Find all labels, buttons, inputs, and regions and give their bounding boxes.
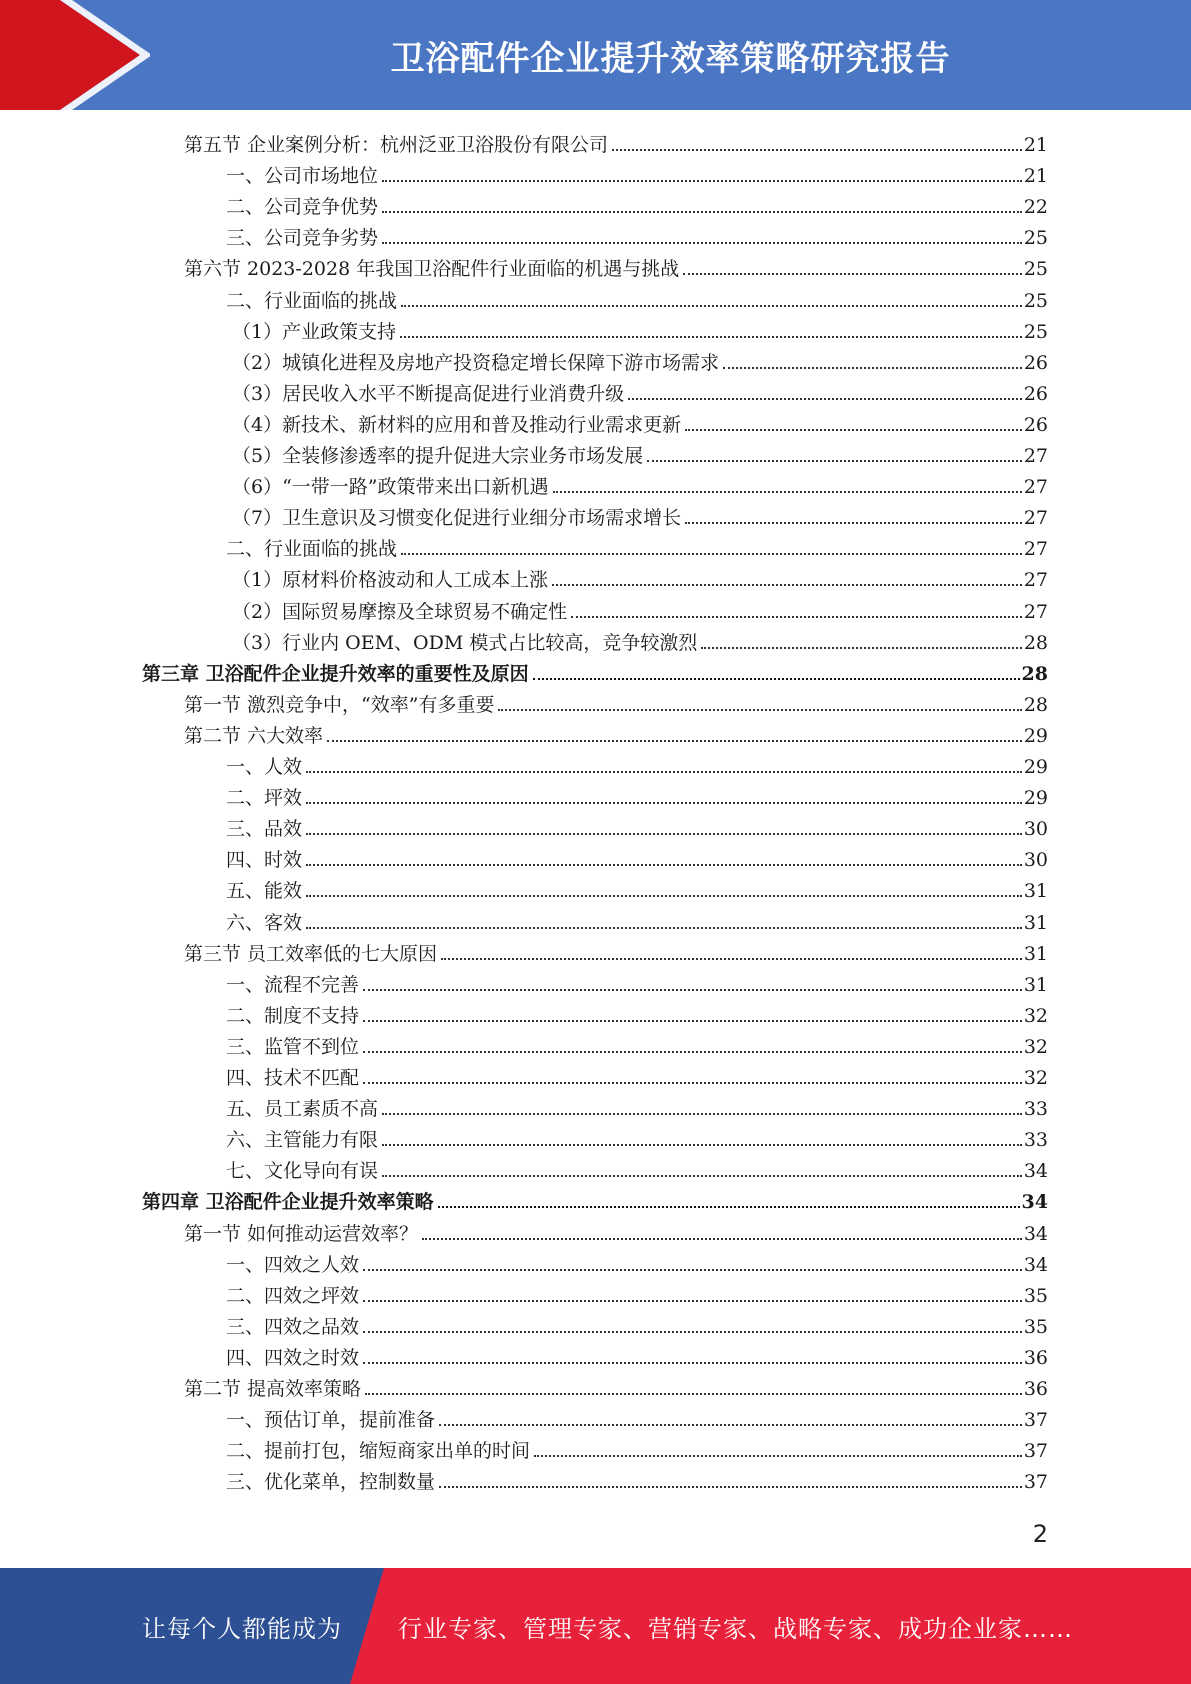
toc-dot-leader	[382, 1175, 1022, 1177]
toc-dot-leader	[363, 1362, 1022, 1364]
toc-entry[interactable]	[226, 997, 1048, 1028]
page-number: 2	[1032, 1520, 1048, 1548]
toc-entry-label: 五、能效	[226, 880, 303, 903]
toc-entry[interactable]	[226, 1432, 1048, 1463]
toc-dot-leader	[306, 895, 1022, 897]
toc-entry-label: 二、制度不支持	[226, 1004, 360, 1027]
toc-dot-leader	[306, 802, 1022, 804]
toc-entry-label: 第二节 提高效率策略	[184, 1378, 362, 1400]
toc-dot-leader	[422, 1238, 1022, 1240]
toc-entry[interactable]	[226, 1152, 1048, 1183]
toc-entry-page: 27	[1023, 476, 1048, 499]
toc-entry-page: 36	[1023, 1346, 1048, 1369]
toc-entry-label: 六、主管能力有限	[226, 1129, 379, 1152]
toc-entry-label: （7）卫生意识及习惯变化促进行业细分市场需求增长	[232, 507, 682, 530]
toc-entry-page: 26	[1023, 351, 1048, 374]
toc-entry-label: 一、预估订单，提前准备	[226, 1409, 436, 1432]
toc-entry-page: 32	[1023, 1004, 1048, 1027]
toc-entry-label: （6）“一带一路”政策带来出口新机遇	[232, 476, 549, 499]
toc-dot-leader	[723, 367, 1022, 369]
toc-entry-label: 四、技术不匹配	[226, 1067, 360, 1089]
toc-dot-leader	[647, 460, 1022, 462]
toc-entry[interactable]	[226, 841, 1048, 872]
toc-entry[interactable]	[226, 1308, 1048, 1339]
toc-dot-leader	[685, 522, 1022, 524]
toc-dot-leader	[438, 1206, 1020, 1208]
toc-entry-page: 27	[1023, 538, 1048, 561]
toc-chapter-entry[interactable]	[142, 1183, 1048, 1214]
toc-entry-label: 二、四效之坪效	[226, 1284, 360, 1307]
toc-entry-page: 25	[1023, 289, 1048, 312]
toc-entry-label: 第三节 员工效率低的七大原因	[184, 942, 438, 965]
toc-dot-leader	[382, 1113, 1022, 1115]
toc-entry-label: 一、公司市场地位	[226, 165, 379, 188]
toc-entry[interactable]	[232, 313, 1048, 344]
toc-entry[interactable]	[226, 810, 1048, 841]
toc-entry-label: 三、四效之品效	[226, 1315, 360, 1338]
toc-entry-page: 21	[1023, 134, 1048, 156]
toc-entry-page: 31	[1023, 973, 1048, 996]
toc-dot-leader	[306, 927, 1022, 929]
toc-dot-leader	[363, 1331, 1022, 1333]
toc-dot-leader	[401, 553, 1022, 555]
toc-dot-leader	[612, 149, 1022, 151]
toc-dot-leader	[306, 771, 1022, 773]
toc-entry-label: 三、品效	[226, 818, 303, 841]
toc-entry[interactable]	[226, 1277, 1048, 1308]
toc-entry-page: 31	[1023, 911, 1048, 934]
toc-entry-page: 37	[1023, 1471, 1048, 1494]
toc-dot-leader	[306, 833, 1022, 835]
toc-entry-page: 27	[1023, 445, 1048, 467]
toc-entry-page: 28	[1021, 662, 1048, 685]
toc-entry-label: 二、行业面临的挑战	[226, 538, 398, 561]
toc-dot-leader	[441, 958, 1022, 960]
toc-entry-page: 34	[1023, 1160, 1048, 1183]
footer-slogan-right: 行业专家、管理专家、营销专家、战略专家、成功企业家……	[398, 1614, 1073, 1643]
toc-entry-label: 二、行业面临的挑战	[226, 289, 398, 312]
toc-entry-page: 34	[1023, 1253, 1048, 1276]
toc-entry-page: 33	[1023, 1129, 1048, 1152]
toc-dot-leader	[382, 1144, 1022, 1146]
toc-entry-label: 第一节 激烈竞争中，“效率”有多重要	[184, 693, 495, 716]
toc-dot-leader	[363, 989, 1022, 991]
toc-dot-leader	[306, 864, 1022, 866]
toc-entry-page: 37	[1023, 1440, 1048, 1463]
toc-dot-leader	[498, 709, 1021, 711]
toc-entry[interactable]	[184, 686, 1048, 717]
toc-dot-leader	[363, 1269, 1022, 1271]
toc-entry-label: 三、优化菜单，控制数量	[226, 1471, 436, 1494]
toc-entry-label: 六、客效	[226, 911, 303, 934]
toc-entry-label: 第四章 卫浴配件企业提升效率策略	[142, 1191, 434, 1214]
toc-dot-leader	[628, 398, 1022, 400]
toc-entry[interactable]	[226, 966, 1048, 997]
toc-entry-page: 37	[1023, 1409, 1048, 1432]
toc-entry[interactable]	[226, 1339, 1048, 1370]
toc-entry-page: 28	[1023, 631, 1048, 654]
toc-entry[interactable]	[226, 904, 1048, 935]
toc-dot-leader	[365, 1393, 1022, 1395]
toc-entry-label: 第六节 2023-2028 年我国卫浴配件行业面临的机遇与挑战	[184, 258, 680, 281]
toc-entry[interactable]	[184, 1370, 1048, 1401]
toc-dot-leader	[533, 678, 1020, 680]
toc-entry-label: （2）国际贸易摩擦及全球贸易不确定性	[232, 600, 568, 623]
toc-entry-page: 25	[1023, 320, 1048, 343]
toc-entry[interactable]	[232, 437, 1048, 468]
toc-entry-page: 35	[1023, 1284, 1048, 1307]
toc-entry-label: 第三章 卫浴配件企业提升效率的重要性及原因	[142, 662, 529, 685]
toc-entry-label: 一、四效之人效	[226, 1253, 360, 1276]
toc-entry-page: 26	[1023, 382, 1048, 405]
toc-entry-page: 22	[1023, 196, 1048, 219]
toc-entry[interactable]	[232, 406, 1048, 437]
toc-entry-page: 26	[1023, 413, 1048, 436]
toc-entry-page: 29	[1023, 787, 1048, 810]
toc-entry-page: 28	[1023, 693, 1048, 716]
toc-entry[interactable]	[232, 593, 1048, 624]
toc-entry-page: 29	[1023, 756, 1048, 778]
toc-dot-leader	[439, 1486, 1022, 1488]
toc-entry[interactable]	[226, 1401, 1048, 1432]
toc-entry[interactable]	[226, 1028, 1048, 1059]
toc-entry-page: 31	[1023, 880, 1048, 903]
report-title: 卫浴配件企业提升效率策略研究报告	[390, 38, 951, 79]
toc-entry[interactable]	[184, 1215, 1048, 1246]
toc-dot-leader	[363, 1051, 1022, 1053]
toc-dot-leader	[553, 491, 1022, 493]
toc-entry-label: 四、四效之时效	[226, 1346, 360, 1369]
toc-dot-leader	[439, 1424, 1022, 1426]
toc-entry-label: 二、坪效	[226, 787, 303, 810]
toc-entry[interactable]	[226, 157, 1048, 188]
page-footer	[0, 1568, 1191, 1684]
toc-entry[interactable]	[184, 250, 1048, 281]
toc-entry-page: 32	[1023, 1067, 1048, 1089]
toc-entry[interactable]	[232, 499, 1048, 530]
toc-entry-label: （2）城镇化进程及房地产投资稳定增长保障下游市场需求	[232, 351, 720, 374]
toc-entry-page: 27	[1023, 569, 1048, 592]
toc-dot-leader	[363, 1300, 1022, 1302]
toc-entry-label: 二、提前打包，缩短商家出单的时间	[226, 1440, 531, 1463]
toc-dot-leader	[382, 180, 1022, 182]
toc-entry-page: 30	[1023, 849, 1048, 872]
toc-dot-leader	[552, 584, 1022, 586]
toc-entry[interactable]	[232, 468, 1048, 499]
toc-entry-label: （1）原材料价格波动和人工成本上涨	[232, 569, 549, 592]
toc-entry-page: 36	[1023, 1378, 1048, 1400]
toc-dot-leader	[683, 273, 1022, 275]
toc-entry[interactable]	[232, 561, 1048, 592]
page-header	[0, 0, 1191, 110]
toc-entry-label: 第五节 企业案例分析：杭州泛亚卫浴股份有限公司	[184, 134, 609, 156]
toc-entry-page: 27	[1023, 600, 1048, 623]
toc-entry-page: 30	[1023, 818, 1048, 841]
toc-dot-leader	[363, 1020, 1022, 1022]
toc-entry[interactable]	[226, 219, 1048, 250]
toc-entry-label: 三、公司竞争劣势	[226, 227, 379, 250]
toc-dot-leader	[534, 1455, 1022, 1457]
toc-entry-page: 32	[1023, 1035, 1048, 1058]
toc-entry-label: 第一节 如何推动运营效率？	[184, 1222, 419, 1245]
toc-dot-leader	[400, 336, 1022, 338]
toc-entry-label: 三、监管不到位	[226, 1035, 360, 1058]
toc-entry[interactable]	[226, 779, 1048, 810]
toc-dot-leader	[382, 211, 1022, 213]
toc-entry-label: 一、流程不完善	[226, 973, 360, 996]
toc-entry-page: 33	[1023, 1098, 1048, 1121]
toc-dot-leader	[701, 647, 1021, 649]
toc-entry-label: 五、员工素质不高	[226, 1098, 379, 1121]
toc-entry[interactable]	[226, 872, 1048, 903]
toc-dot-leader	[382, 242, 1022, 244]
toc-entry[interactable]	[226, 530, 1048, 561]
toc-entry-label: （3）居民收入水平不断提高促进行业消费升级	[232, 382, 625, 405]
toc-entry[interactable]	[226, 1090, 1048, 1121]
toc-entry-page: 25	[1023, 227, 1048, 250]
toc-dot-leader	[571, 616, 1022, 618]
toc-entry-page: 31	[1023, 942, 1048, 965]
toc-entry[interactable]	[226, 1059, 1048, 1090]
toc-entry-page: 27	[1023, 507, 1048, 530]
toc-dot-leader	[401, 305, 1022, 307]
toc-entry[interactable]	[232, 375, 1048, 406]
toc-entry-page: 21	[1023, 165, 1048, 188]
toc-entry[interactable]	[226, 282, 1048, 313]
toc-entry-label: （1）产业政策支持	[232, 320, 397, 343]
toc-entry[interactable]	[184, 717, 1048, 748]
toc-entry[interactable]	[226, 1246, 1048, 1277]
toc-entry[interactable]	[184, 126, 1048, 157]
toc-entry[interactable]	[232, 624, 1048, 655]
toc-entry-label: （4）新技术、新材料的应用和普及推动行业需求更新	[232, 413, 682, 436]
toc-entry-label: 二、公司竞争优势	[226, 196, 379, 219]
toc-entry[interactable]	[226, 748, 1048, 779]
toc-entry-page: 34	[1023, 1222, 1048, 1245]
header-arrow-decoration	[0, 0, 150, 110]
toc-entry-label: 一、人效	[226, 756, 303, 778]
toc-entry-label: 七、文化导向有误	[226, 1160, 379, 1183]
toc-entry-label: 第二节 六大效率	[184, 724, 324, 747]
toc-entry-label: 四、时效	[226, 849, 303, 872]
toc-entry[interactable]	[226, 1121, 1048, 1152]
toc-entry-page: 34	[1021, 1191, 1048, 1214]
toc-dot-leader	[685, 429, 1022, 431]
toc-dot-leader	[327, 740, 1022, 742]
toc-entry[interactable]	[226, 188, 1048, 219]
toc-entry-label: （3）行业内 OEM、ODM 模式占比较高，竞争较激烈	[232, 631, 698, 654]
toc-entry[interactable]	[226, 1463, 1048, 1494]
toc-entry-page: 29	[1023, 724, 1048, 747]
footer-slogan-left: 让每个人都能成为	[142, 1614, 342, 1643]
toc-dot-leader	[363, 1082, 1022, 1084]
toc-entry[interactable]	[184, 935, 1048, 966]
toc-entry-label: （5）全装修渗透率的提升促进大宗业务市场发展	[232, 445, 644, 467]
toc-entry-page: 35	[1023, 1315, 1048, 1338]
toc-chapter-entry[interactable]	[142, 655, 1048, 686]
toc-entry[interactable]	[232, 344, 1048, 375]
toc-entry-page: 25	[1023, 258, 1048, 281]
